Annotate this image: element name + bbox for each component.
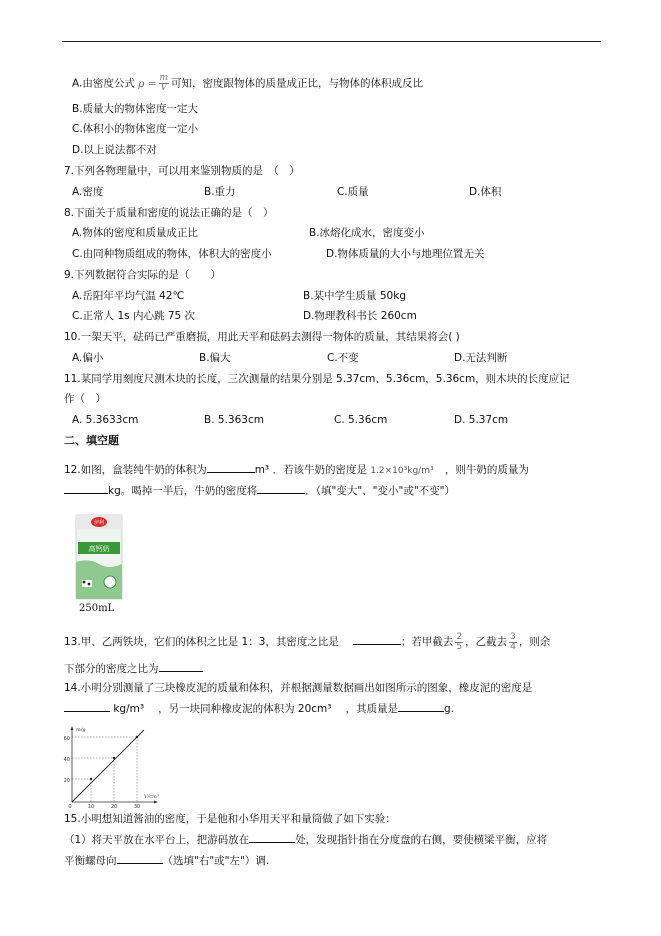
q9-option-a: A.岳阳年平均气温 42℃ — [72, 290, 185, 302]
q9-option-d: D.物理教科书长 260cm — [303, 310, 417, 322]
q14-blank-mass[interactable] — [398, 701, 444, 712]
q13-blank-density-ratio[interactable] — [353, 634, 401, 645]
q12-line2: kg。喝掉一半后，牛奶的密度将 ．（填"变大"、"变小"或"不变"） — [64, 483, 455, 498]
q12-blank-density-change[interactable] — [257, 483, 305, 494]
q15-part1-line1: （1）将天平放在水平台上，把游码放在 处，发现指针指在分度盘的右侧，要使横梁平衡，应将 — [64, 834, 548, 846]
q6-option-c: C.体积小的物体密度一定小 — [72, 123, 199, 135]
q11-stem-line1: 11.某同学用刻度尺测木块的长度，三次测量的结果分别是 5.37cm、5.36cm，5.36cm，则木块的长度应记 — [64, 373, 570, 385]
q13-line1: 13.甲、乙两铁块，它们的体积之比是 1：3，其密度之比是 ；若甲截去 $\frac{2}{5}$ ，乙截去 $\frac{3}{4}$ ，则余 — [64, 631, 551, 652]
q15-blank-direction[interactable] — [117, 853, 163, 864]
milk-carton-image — [74, 514, 124, 600]
q12-blank-volume[interactable] — [207, 462, 255, 473]
q8-option-a: A.物体的密度和质量成正比 — [72, 227, 198, 239]
milk-product-name: 高钙奶 — [88, 545, 110, 553]
q7-option-a: A.密度 — [72, 186, 104, 198]
q9-option-c: C.正常人 1s 内心跳 75 次 — [72, 310, 196, 322]
q11-option-d: D. 5.37cm — [454, 414, 509, 426]
q13-line2: 下部分的密度之比为 — [64, 661, 203, 676]
q15-blank-rider-position[interactable] — [249, 832, 295, 843]
q12-blank-mass[interactable] — [64, 483, 108, 494]
q13-fraction-jia: $\frac{2}{5}$ — [456, 631, 463, 652]
graph-y-tick-20: 20 — [63, 778, 70, 784]
q8-option-d: D.物体质量的大小与地理位置无关 — [326, 248, 485, 260]
graph-x-tick-30: 30 — [133, 804, 141, 808]
mass-volume-graph — [60, 724, 160, 808]
q6-option-b: B.质量大的物体密度一定大 — [72, 103, 199, 115]
q11-option-a: A. 5.3633cm — [72, 414, 139, 426]
q10-stem: 10.一架天平，砝码已严重磨损，用此天平和砝码去测得一物体的质量，其结果将会( ) — [64, 331, 460, 343]
q9-stem: 9.下列数据符合实际的是（ ） — [64, 269, 222, 281]
q10-option-c: C.不变 — [327, 352, 359, 364]
q10-option-b: B.偏大 — [199, 352, 231, 364]
graph-x-tick-0: 0 — [68, 804, 72, 808]
q7-stem: 7.下列各物理量中，可以用来鉴别物质的是 （ ） — [64, 165, 300, 177]
q8-stem: 8.下面关于质量和密度的说法正确的是（ ） — [64, 207, 274, 219]
graph-data-line — [72, 730, 144, 802]
q6-option-a: A.由密度公式 ρ = $\frac{m}{V}$ 可知，密度跟物体的质量成正比，与物体的体积成反比 — [72, 73, 424, 93]
graph-x-tick-10: 10 — [87, 804, 95, 808]
q14-line2: kg/m³ ，另一块同种橡皮泥的体积为 20cm³ ，其质量是 g. — [64, 701, 454, 716]
graph-x-label: V/cm³ — [144, 794, 159, 800]
q10-option-a: A.偏小 — [72, 352, 104, 364]
graph-y-label: m/g — [76, 727, 86, 733]
graph-point-2 — [113, 757, 115, 759]
q11-stem-line2: 作（ ） — [64, 393, 106, 405]
q8-option-c: C.由同种物质组成的物体，体积大的密度小 — [72, 248, 272, 260]
q7-option-b: B.重力 — [204, 186, 236, 198]
graph-point-1 — [90, 778, 92, 780]
q11-option-b: B. 5.363cm — [204, 414, 264, 426]
graph-point-3 — [136, 736, 138, 738]
q15-part1-line2: 平衡螺母向 （选填"右"或"左"）调. — [64, 855, 270, 867]
density-formula: ρ = $\frac{m}{V}$ — [138, 73, 169, 93]
q9-option-b: B.某中学生质量 50kg — [303, 290, 406, 302]
q7-option-d: D.体积 — [469, 186, 502, 198]
q12-line1: 12.如图，盒装纯牛奶的体积为 m³ ．若该牛奶的密度是 1.2×10³kg/m³ ，则牛奶的质量为 — [64, 464, 529, 476]
q8-option-b: B.冰熔化成水，密度变小 — [309, 227, 425, 239]
graph-y-tick-60: 60 — [63, 736, 70, 742]
graph-x-tick-20: 20 — [110, 804, 118, 808]
q13-fraction-yi: $\frac{3}{4}$ — [510, 631, 516, 652]
q14-blank-density[interactable] — [64, 701, 110, 712]
header-rule — [62, 41, 601, 42]
q11-option-c: C. 5.36cm — [334, 414, 388, 426]
graph-y-tick-40: 40 — [63, 757, 70, 763]
milk-brand-logo: 伊利 — [93, 520, 105, 526]
q6-option-d: D.以上说法都不对 — [72, 144, 157, 156]
section-fill-in-title: 二、填空题 — [64, 434, 119, 447]
q10-option-d: D.无法判断 — [454, 352, 508, 364]
q7-option-c: C.质量 — [337, 186, 369, 198]
q15-stem: 15.小明想知道酱油的密度，于是他和小华用天平和量筒做了如下实验： — [64, 813, 396, 825]
q14-line1: 14.小明分别测量了三块橡皮泥的质量和体积，并根据测量数据画出如图所示的图象，橡皮泥的密度是 — [64, 682, 533, 694]
milk-caption: 250mL — [79, 603, 115, 614]
q13-blank-remaining-ratio[interactable] — [159, 661, 203, 672]
